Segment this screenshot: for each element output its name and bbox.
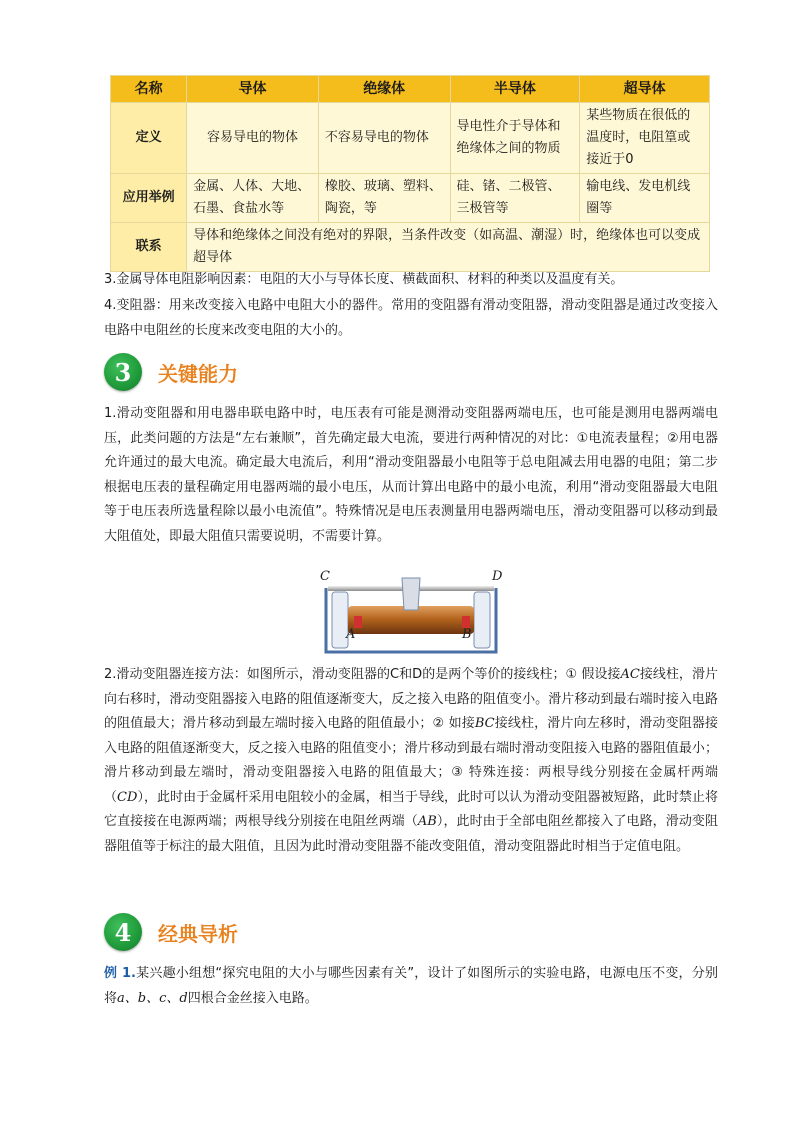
example-paragraph: [104, 962, 718, 1011]
example-text: 某兴趣小组想“探究电阻的大小与哪些因素有关”，设计了如图所示的实验电路，电源电压不变，分别将: [104, 966, 718, 1006]
paragraph-4: 4.变阻器：用来改变接入电路中电阻大小的器件。常用的变阻器有滑动变阻器，滑动变阻器是通过改变接入电路中电阻丝的长度来改变电阻的大小的。: [104, 298, 718, 338]
slider: [402, 578, 420, 610]
cell-superconductor: 输电线、发电机线圈等: [580, 174, 710, 223]
p2-ac: AC: [620, 667, 640, 682]
header-insulator: 绝缘体: [318, 76, 450, 103]
key-ability-paragraph-2: [104, 663, 718, 859]
p2-ab: AB: [417, 814, 437, 829]
p2-text: ），此时由于全部电阻丝都接入了电路，滑动变阻器阻值等于标注的最大阻值，且因为此时滑动变阻器不能改变阻值，滑动变阻器此时相当于定值电阻。: [104, 814, 718, 854]
example-text: 四根合金丝接入电路。: [187, 990, 318, 1006]
label-d: D: [492, 569, 503, 584]
paragraph-3: 3.金属导体电阻影响因素：电阻的大小与导体长度、横截面积、材料的种类以及温度有关。: [104, 272, 624, 287]
p2-text: 接线柱，滑片向右移时，滑动变阻器接入电路的阻值逐渐变大，反之接入电路的阻值变小。滑片移动到最右端时接入电路的阻值最大；滑片移动到最左端时接入电路的阻值最小；② 如接: [104, 667, 718, 731]
section-title: 关键能力: [158, 361, 238, 386]
p2-text: ），此时由于金属杆采用电阻较小的金属，相当于导线，此时可以认为滑动变阻器被短路，此时禁止将它直接接在电源两端；两根导线分别接在电阻丝两端（: [104, 789, 718, 829]
cell-relation: 导体和绝缘体之间没有绝对的界限，当条件改变（如高温、潮湿）时，绝缘体也可以变成超导体: [187, 223, 710, 272]
cell-conductor: 容易导电的物体: [187, 103, 319, 174]
cell-semiconductor: 硅、锗、二极管、三极管等: [450, 174, 580, 223]
cell-insulator: 不容易导电的物体: [318, 103, 450, 174]
label-c: C: [320, 569, 330, 584]
p2-bc: BC: [474, 716, 495, 731]
p2-text: 接线柱，滑片向左移时，滑动变阻器接入电路的阻值逐渐变大，反之接入电路的阻值变小；滑片移动到最右端时滑动变阻接入电路的器阻值最小；滑片移动到最左端时，滑动变阻器接入电路的阻值最大；③ 特殊连接：两根导线分别接在金属杆两端（: [104, 716, 718, 805]
example-letters: a、b、c、d: [117, 990, 188, 1006]
label-b: B: [462, 627, 472, 642]
header-conductor: 导体: [187, 76, 319, 103]
label-a: A: [346, 627, 356, 642]
table-row-examples: [111, 174, 710, 223]
header-superconductor: 超导体: [580, 76, 710, 103]
row-label: 应用举例: [111, 174, 187, 223]
section-header-3: [104, 352, 238, 392]
cell-semiconductor: 导电性介于导体和绝缘体之间的物质: [450, 103, 580, 174]
materials-table: [110, 75, 710, 272]
cell-superconductor: 某些物质在很低的温度时，电阻篁或接近于0: [580, 103, 710, 174]
section-number-badge: 3: [104, 353, 142, 391]
cell-insulator: 橡胶、玻璃、塑料、陶瓷，等: [318, 174, 450, 223]
section-number-badge: 4: [104, 913, 142, 951]
section-title: 经典导析: [158, 921, 238, 946]
rheostat-figure: [316, 566, 506, 656]
p2-cd: CD: [117, 789, 138, 805]
table-row-relation: [111, 223, 710, 272]
header-name: 名称: [111, 76, 187, 103]
section-header-4: [104, 912, 238, 952]
key-ability-paragraph-1: 1.滑动变阻器和用电器串联电路中时，电压表有可能是测滑动变阻器两端电压，也可能是测用电器两端电压，此类问题的方法是“左右兼顺”，首先确定最大电流，要进行两种情况的对比：①电流表量程；②用电器允许通过的最大电流。确定最大电流后，利用“滑动变阻器最小电阻等于总电阻减去用电器的电阻；第二步根据电压表的量程确定用电器两端的最小电压，从而计算出电路中的最小电流，利用“滑动变阻器最大电阻等于电压表所选量程除以最小电流值”。特殊情况是电压表测量用电器两端电压，滑动变阻器可以移动到最大阻值处，即最大阻值只需要说明，不需要计算。: [104, 406, 718, 544]
row-label: 定义: [111, 103, 187, 174]
cell-conductor: 金属、人体、大地、石墨、食盐水等: [187, 174, 319, 223]
table-row-definition: [111, 103, 710, 174]
row-label: 联系: [111, 223, 187, 272]
header-semiconductor: 半导体: [450, 76, 580, 103]
example-label: 例 1.: [104, 966, 136, 981]
p2-text: 2.滑动变阻器连接方法：如图所示，滑动变阻器的C和D的是两个等价的接线柱；① 假设接: [104, 667, 621, 682]
table-header-row: [111, 76, 710, 103]
right-end-post: [474, 592, 490, 648]
